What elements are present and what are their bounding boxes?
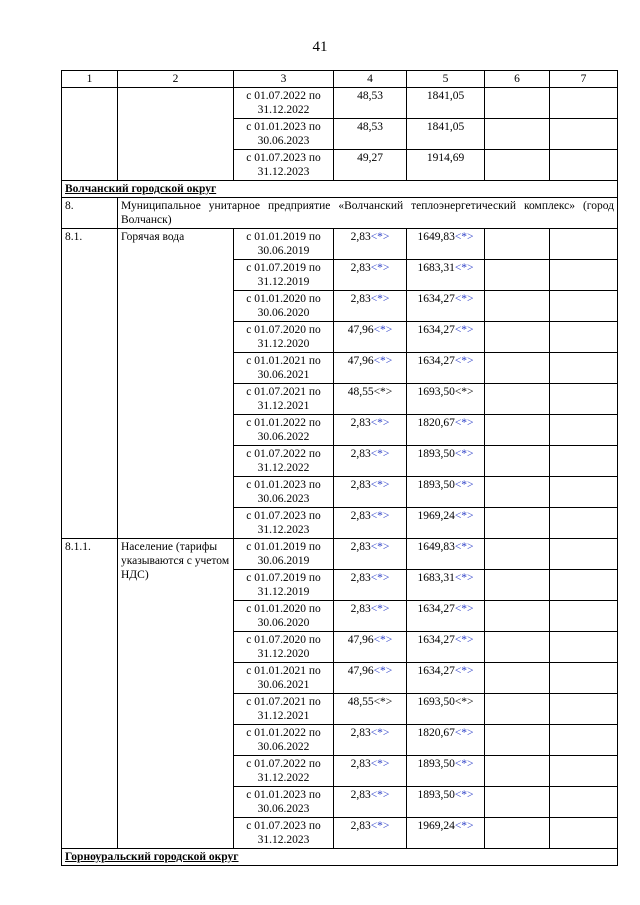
empty-col7 bbox=[550, 601, 618, 632]
empty-col7 bbox=[550, 787, 618, 818]
value-col5-number: 1914,69 bbox=[426, 152, 465, 164]
value-col5 bbox=[407, 229, 485, 260]
period-to: 31.12.2022 bbox=[257, 772, 310, 784]
value-col4-number: 49,27 bbox=[357, 152, 383, 164]
value-col5-number: 1820,67 bbox=[417, 727, 455, 739]
value-col5-number: 1634,27 bbox=[417, 293, 455, 305]
period-to: 31.12.2022 bbox=[257, 104, 310, 116]
empty-col6 bbox=[485, 818, 550, 849]
footnote-mark: <*> bbox=[370, 448, 390, 460]
footnote-mark: <*> bbox=[370, 510, 390, 522]
footnote-mark: <*> bbox=[370, 231, 390, 243]
tariff-table-body bbox=[62, 71, 618, 866]
period-to: 30.06.2022 bbox=[257, 431, 310, 443]
period-cell bbox=[234, 384, 334, 415]
value-col4-number: 2,83 bbox=[350, 510, 371, 522]
period-cell bbox=[234, 818, 334, 849]
header-cell: 5 bbox=[407, 71, 485, 88]
period-from: с 01.01.2020 по bbox=[246, 603, 321, 615]
empty-col6 bbox=[485, 322, 550, 353]
value-col4-number: 2,83 bbox=[350, 820, 371, 832]
period-from: с 01.07.2021 по bbox=[246, 696, 321, 708]
footnote-mark: <*> bbox=[454, 324, 474, 336]
empty-col6 bbox=[485, 756, 550, 787]
period-cell bbox=[234, 291, 334, 322]
empty-col6 bbox=[485, 446, 550, 477]
footnote-mark: <*> bbox=[454, 541, 474, 553]
value-col5-number: 1634,27 bbox=[417, 324, 455, 336]
period-to: 30.06.2022 bbox=[257, 741, 310, 753]
value-col4-number: 2,83 bbox=[350, 293, 371, 305]
footnote-mark: <*> bbox=[373, 355, 393, 367]
period-from: с 01.07.2022 по bbox=[246, 448, 321, 460]
period-to: 31.12.2020 bbox=[257, 648, 310, 660]
value-col5 bbox=[407, 260, 485, 291]
empty-col7 bbox=[550, 384, 618, 415]
period-cell bbox=[234, 119, 334, 150]
empty-col7 bbox=[550, 818, 618, 849]
period-from: с 01.07.2022 по bbox=[246, 758, 321, 770]
value-col4-number: 2,83 bbox=[350, 262, 371, 274]
period-cell bbox=[234, 787, 334, 818]
period-from: с 01.07.2022 по bbox=[246, 90, 321, 102]
period-cell bbox=[234, 570, 334, 601]
value-col5-number: 1893,50 bbox=[417, 479, 455, 491]
item-number: 8.1. bbox=[62, 229, 118, 539]
empty-col7 bbox=[550, 229, 618, 260]
footnote-mark: <*> bbox=[370, 758, 390, 770]
tariff-table bbox=[61, 70, 618, 866]
header-row bbox=[62, 71, 618, 88]
value-col4-number: 2,83 bbox=[350, 541, 371, 553]
value-col5-number: 1693,50<*> bbox=[417, 696, 474, 708]
value-col4-number: 2,83 bbox=[350, 448, 371, 460]
item-number bbox=[62, 88, 118, 181]
period-to: 31.12.2023 bbox=[257, 166, 310, 178]
period-to: 30.06.2021 bbox=[257, 369, 310, 381]
footnote-mark: <*> bbox=[454, 758, 474, 770]
value-col5 bbox=[407, 150, 485, 181]
section-gornouralsk bbox=[62, 849, 618, 866]
value-col5 bbox=[407, 119, 485, 150]
footnote-mark: <*> bbox=[370, 479, 390, 491]
period-cell bbox=[234, 446, 334, 477]
header-cell: 2 bbox=[118, 71, 234, 88]
empty-col6 bbox=[485, 353, 550, 384]
value-col5-number: 1634,27 bbox=[417, 665, 455, 677]
period-cell bbox=[234, 260, 334, 291]
item-number: 8.1.1. bbox=[62, 539, 118, 849]
period-cell bbox=[234, 632, 334, 663]
value-col4-number: 47,96 bbox=[347, 665, 374, 677]
tariff-row bbox=[62, 539, 618, 570]
value-col5-number: 1649,83 bbox=[417, 231, 455, 243]
empty-col7 bbox=[550, 415, 618, 446]
footnote-mark: <*> bbox=[454, 448, 474, 460]
empty-col6 bbox=[485, 694, 550, 725]
value-col5-number: 1683,31 bbox=[417, 262, 455, 274]
footnote-mark: <*> bbox=[370, 727, 390, 739]
value-col5 bbox=[407, 818, 485, 849]
item-name: Горячая вода bbox=[118, 229, 234, 539]
period-to: 30.06.2023 bbox=[257, 493, 310, 505]
period-cell bbox=[234, 415, 334, 446]
period-cell bbox=[234, 694, 334, 725]
value-col4-number: 47,96 bbox=[347, 634, 374, 646]
empty-col7 bbox=[550, 632, 618, 663]
empty-col6 bbox=[485, 539, 550, 570]
footnote-mark: <*> bbox=[454, 634, 474, 646]
value-col4 bbox=[334, 570, 407, 601]
period-from: с 01.01.2022 по bbox=[246, 727, 321, 739]
organization-row bbox=[62, 198, 618, 229]
value-col4-number: 2,83 bbox=[350, 479, 371, 491]
value-col4-number: 48,55<*> bbox=[347, 696, 393, 708]
value-col5 bbox=[407, 539, 485, 570]
value-col4 bbox=[334, 353, 407, 384]
value-col5-number: 1969,24 bbox=[417, 820, 455, 832]
value-col4 bbox=[334, 415, 407, 446]
empty-col7 bbox=[550, 260, 618, 291]
period-to: 31.12.2021 bbox=[257, 400, 310, 412]
value-col5 bbox=[407, 508, 485, 539]
section-volchansk bbox=[62, 181, 618, 198]
value-col4 bbox=[334, 756, 407, 787]
empty-col6 bbox=[485, 415, 550, 446]
value-col5 bbox=[407, 601, 485, 632]
footnote-mark: <*> bbox=[454, 293, 474, 305]
period-cell bbox=[234, 229, 334, 260]
value-col5 bbox=[407, 291, 485, 322]
value-col4-number: 2,83 bbox=[350, 789, 371, 801]
value-col4-number: 47,96 bbox=[347, 355, 374, 367]
value-col5-number: 1820,67 bbox=[417, 417, 455, 429]
empty-col6 bbox=[485, 663, 550, 694]
value-col4 bbox=[334, 119, 407, 150]
period-from: с 01.07.2023 по bbox=[246, 510, 321, 522]
empty-col7 bbox=[550, 477, 618, 508]
period-to: 31.12.2023 bbox=[257, 524, 310, 536]
value-col4 bbox=[334, 694, 407, 725]
value-col5 bbox=[407, 725, 485, 756]
period-cell bbox=[234, 508, 334, 539]
empty-col7 bbox=[550, 150, 618, 181]
footnote-mark: <*> bbox=[454, 572, 474, 584]
section-gornouralsk-title: Горноуральский городской округ bbox=[62, 849, 618, 866]
period-cell bbox=[234, 756, 334, 787]
period-cell bbox=[234, 663, 334, 694]
page-number: 41 bbox=[312, 39, 328, 55]
tariff-row bbox=[62, 88, 618, 119]
header-cell: 6 bbox=[485, 71, 550, 88]
value-col4 bbox=[334, 446, 407, 477]
footnote-mark: <*> bbox=[454, 231, 474, 243]
period-from: с 01.07.2020 по bbox=[246, 634, 321, 646]
empty-col7 bbox=[550, 119, 618, 150]
footnote-mark: <*> bbox=[454, 665, 474, 677]
footnote-mark: <*> bbox=[370, 541, 390, 553]
value-col4 bbox=[334, 229, 407, 260]
period-from: с 01.01.2019 по bbox=[246, 231, 321, 243]
period-cell bbox=[234, 322, 334, 353]
period-to: 31.12.2020 bbox=[257, 338, 310, 350]
value-col5 bbox=[407, 322, 485, 353]
empty-col6 bbox=[485, 88, 550, 119]
value-col5-number: 1683,31 bbox=[417, 572, 455, 584]
period-from: с 01.01.2022 по bbox=[246, 417, 321, 429]
empty-col7 bbox=[550, 88, 618, 119]
header-cell: 3 bbox=[234, 71, 334, 88]
value-col4-number: 2,83 bbox=[350, 603, 371, 615]
value-col5-number: 1649,83 bbox=[417, 541, 455, 553]
item-name: Население (тарифы указываются с учетом НДС) bbox=[118, 539, 234, 849]
period-to: 31.12.2019 bbox=[257, 276, 310, 288]
empty-col7 bbox=[550, 756, 618, 787]
empty-col7 bbox=[550, 446, 618, 477]
period-from: с 01.01.2023 по bbox=[246, 789, 321, 801]
empty-col7 bbox=[550, 353, 618, 384]
footnote-mark: <*> bbox=[373, 634, 393, 646]
value-col5 bbox=[407, 756, 485, 787]
value-col4-number: 2,83 bbox=[350, 727, 371, 739]
period-from: с 01.07.2021 по bbox=[246, 386, 321, 398]
empty-col6 bbox=[485, 477, 550, 508]
empty-col7 bbox=[550, 570, 618, 601]
empty-col6 bbox=[485, 150, 550, 181]
period-cell bbox=[234, 477, 334, 508]
period-cell bbox=[234, 88, 334, 119]
footnote-mark: <*> bbox=[373, 324, 393, 336]
value-col4 bbox=[334, 632, 407, 663]
empty-col6 bbox=[485, 291, 550, 322]
footnote-mark: <*> bbox=[454, 417, 474, 429]
period-to: 30.06.2020 bbox=[257, 617, 310, 629]
period-to: 31.12.2019 bbox=[257, 586, 310, 598]
value-col4 bbox=[334, 291, 407, 322]
period-from: с 01.01.2021 по bbox=[246, 665, 321, 677]
empty-col6 bbox=[485, 570, 550, 601]
value-col4-number: 48,53 bbox=[357, 121, 383, 133]
footnote-mark: <*> bbox=[370, 789, 390, 801]
value-col4-number: 2,83 bbox=[350, 231, 371, 243]
period-to: 30.06.2019 bbox=[257, 555, 310, 567]
value-col4 bbox=[334, 508, 407, 539]
value-col4 bbox=[334, 539, 407, 570]
period-to: 30.06.2021 bbox=[257, 679, 310, 691]
value-col5-number: 1693,50<*> bbox=[417, 386, 474, 398]
value-col5 bbox=[407, 477, 485, 508]
empty-col6 bbox=[485, 384, 550, 415]
value-col5 bbox=[407, 570, 485, 601]
period-from: с 01.07.2020 по bbox=[246, 324, 321, 336]
period-to: 31.12.2022 bbox=[257, 462, 310, 474]
value-col4-number: 2,83 bbox=[350, 572, 371, 584]
tariff-row bbox=[62, 229, 618, 260]
header-cell: 4 bbox=[334, 71, 407, 88]
empty-col6 bbox=[485, 725, 550, 756]
org-name: Муниципальное унитарное предприятие «Волчанский теплоэнергетический комплекс» (город Волчанск) bbox=[118, 198, 618, 229]
period-from: с 01.07.2019 по bbox=[246, 572, 321, 584]
empty-col7 bbox=[550, 322, 618, 353]
period-from: с 01.07.2023 по bbox=[246, 152, 321, 164]
footnote-mark: <*> bbox=[454, 479, 474, 491]
value-col4 bbox=[334, 818, 407, 849]
period-cell bbox=[234, 725, 334, 756]
value-col4 bbox=[334, 260, 407, 291]
empty-col7 bbox=[550, 291, 618, 322]
value-col4-number: 2,83 bbox=[350, 758, 371, 770]
footnote-mark: <*> bbox=[370, 262, 390, 274]
value-col4 bbox=[334, 88, 407, 119]
value-col4 bbox=[334, 601, 407, 632]
value-col5 bbox=[407, 384, 485, 415]
period-cell bbox=[234, 150, 334, 181]
footnote-mark: <*> bbox=[454, 355, 474, 367]
empty-col7 bbox=[550, 694, 618, 725]
footnote-mark: <*> bbox=[370, 293, 390, 305]
period-from: с 01.01.2021 по bbox=[246, 355, 321, 367]
footnote-mark: <*> bbox=[454, 262, 474, 274]
period-from: с 01.07.2023 по bbox=[246, 820, 321, 832]
period-to: 31.12.2023 bbox=[257, 834, 310, 846]
value-col5 bbox=[407, 632, 485, 663]
period-from: с 01.01.2023 по bbox=[246, 479, 321, 491]
footnote-mark: <*> bbox=[370, 417, 390, 429]
period-to: 30.06.2019 bbox=[257, 245, 310, 257]
value-col4-number: 47,96 bbox=[347, 324, 374, 336]
period-cell bbox=[234, 539, 334, 570]
period-from: с 01.07.2019 по bbox=[246, 262, 321, 274]
footnote-mark: <*> bbox=[454, 789, 474, 801]
value-col4 bbox=[334, 663, 407, 694]
value-col5-number: 1969,24 bbox=[417, 510, 455, 522]
empty-col7 bbox=[550, 663, 618, 694]
period-to: 30.06.2020 bbox=[257, 307, 310, 319]
empty-col7 bbox=[550, 508, 618, 539]
value-col5 bbox=[407, 694, 485, 725]
period-cell bbox=[234, 353, 334, 384]
value-col5 bbox=[407, 353, 485, 384]
value-col5-number: 1893,50 bbox=[417, 789, 455, 801]
footnote-mark: <*> bbox=[454, 510, 474, 522]
period-cell bbox=[234, 601, 334, 632]
empty-col6 bbox=[485, 787, 550, 818]
footnote-mark: <*> bbox=[370, 820, 390, 832]
value-col4 bbox=[334, 322, 407, 353]
empty-col6 bbox=[485, 601, 550, 632]
value-col4 bbox=[334, 150, 407, 181]
footnote-mark: <*> bbox=[454, 727, 474, 739]
value-col5 bbox=[407, 446, 485, 477]
period-to: 31.12.2021 bbox=[257, 710, 310, 722]
footnote-mark: <*> bbox=[373, 665, 393, 677]
value-col5-number: 1634,27 bbox=[417, 634, 455, 646]
value-col5 bbox=[407, 787, 485, 818]
period-from: с 01.01.2023 по bbox=[246, 121, 321, 133]
value-col4 bbox=[334, 725, 407, 756]
period-to: 30.06.2023 bbox=[257, 135, 310, 147]
value-col5-number: 1893,50 bbox=[417, 448, 455, 460]
footnote-mark: <*> bbox=[370, 572, 390, 584]
empty-col7 bbox=[550, 725, 618, 756]
value-col5 bbox=[407, 663, 485, 694]
value-col5 bbox=[407, 88, 485, 119]
header-cell: 1 bbox=[62, 71, 118, 88]
period-from: с 01.01.2019 по bbox=[246, 541, 321, 553]
value-col4 bbox=[334, 477, 407, 508]
empty-col6 bbox=[485, 229, 550, 260]
empty-col7 bbox=[550, 539, 618, 570]
value-col4-number: 48,55<*> bbox=[347, 386, 393, 398]
footnote-mark: <*> bbox=[454, 820, 474, 832]
period-to: 30.06.2023 bbox=[257, 803, 310, 815]
value-col5 bbox=[407, 415, 485, 446]
value-col5-number: 1841,05 bbox=[426, 121, 465, 133]
value-col5-number: 1841,05 bbox=[426, 90, 465, 102]
value-col5-number: 1634,27 bbox=[417, 355, 455, 367]
value-col5-number: 1634,27 bbox=[417, 603, 455, 615]
footnote-mark: <*> bbox=[454, 603, 474, 615]
footnote-mark: <*> bbox=[370, 603, 390, 615]
value-col4-number: 2,83 bbox=[350, 417, 371, 429]
empty-col6 bbox=[485, 632, 550, 663]
empty-col6 bbox=[485, 119, 550, 150]
empty-col6 bbox=[485, 508, 550, 539]
item-name bbox=[118, 88, 234, 181]
empty-col6 bbox=[485, 260, 550, 291]
value-col5-number: 1893,50 bbox=[417, 758, 455, 770]
value-col4 bbox=[334, 384, 407, 415]
value-col4-number: 48,53 bbox=[357, 90, 383, 102]
period-from: с 01.01.2020 по bbox=[246, 293, 321, 305]
value-col4 bbox=[334, 787, 407, 818]
section-volchansk-title: Волчанский городской округ bbox=[62, 181, 618, 198]
header-cell: 7 bbox=[550, 71, 618, 88]
org-number: 8. bbox=[62, 198, 118, 229]
